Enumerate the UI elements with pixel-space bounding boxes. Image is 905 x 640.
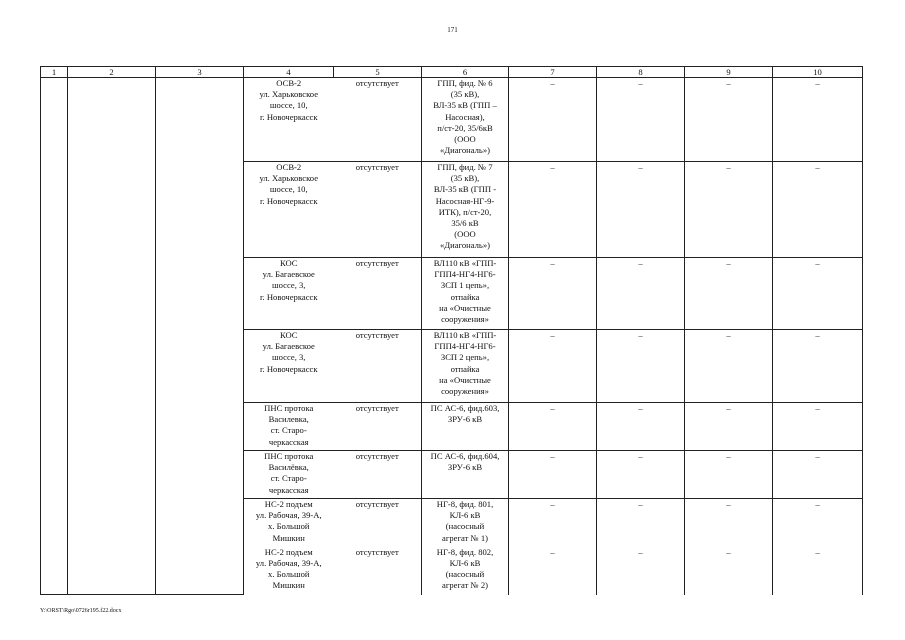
table-row <box>41 78 863 162</box>
header-row <box>41 67 863 78</box>
dash-cell: – <box>509 258 597 330</box>
source-cell: НГ-8, фид. 801, КЛ-6 кВ (насосный агрегат № 1) <box>422 499 509 547</box>
status-cell: отсутствует <box>334 258 422 330</box>
dash-cell: – <box>685 78 773 162</box>
source-cell: ПС АС-6, фид.604, ЗРУ-6 кВ <box>422 451 509 499</box>
source-cell: ВЛ110 кВ «ГПП- ГПП4-НГ4-НГ6- ЗСП 2 цепь», отпайка на «Очистные сооружения» <box>422 330 509 403</box>
dash-cell: – <box>597 499 685 547</box>
column-header: 3 <box>156 67 244 78</box>
dash-cell: – <box>597 330 685 403</box>
dash-cell: – <box>685 403 773 451</box>
status-cell: отсутствует <box>334 451 422 499</box>
status-cell: отсутствует <box>334 330 422 403</box>
source-cell: ГПП, фид. № 6 (35 кВ), ВЛ-35 кВ (ГПП – Насосная), п/ст-20, 35/6кВ (ООО «Диагональ») <box>422 78 509 162</box>
column-header: 9 <box>685 67 773 78</box>
dash-cell: – <box>773 78 863 162</box>
table-row <box>41 258 863 330</box>
dash-cell: – <box>685 258 773 330</box>
object-cell: ПНС протока Василёвка, ст. Старо- черкасская <box>244 451 334 499</box>
source-cell: ГПП, фид. № 7 (35 кВ), ВЛ-35 кВ (ГПП - Насосная-НГ-9- ИТК), п/ст-20, 35/6 кВ (ООО «Диагональ») <box>422 162 509 258</box>
footer-file-path: Y:\ORST\Rgo\0726r195.f22.docx <box>40 608 122 614</box>
dash-cell: – <box>509 451 597 499</box>
column-header: 2 <box>68 67 156 78</box>
page-number: 171 <box>447 26 458 34</box>
column-header: 8 <box>597 67 685 78</box>
dash-cell: – <box>773 547 863 595</box>
column-header: 7 <box>509 67 597 78</box>
object-cell: ОСВ-2 ул. Харьковское шоссе, 10, г. Новочеркасск <box>244 78 334 162</box>
dash-cell: – <box>685 162 773 258</box>
dash-cell: – <box>509 403 597 451</box>
dash-cell: – <box>509 499 597 547</box>
dash-cell: – <box>597 547 685 595</box>
table-row <box>41 330 863 403</box>
dash-cell: – <box>597 78 685 162</box>
dash-cell: – <box>685 547 773 595</box>
dash-cell: – <box>597 451 685 499</box>
object-cell: НС-2 подъем ул. Рабочая, 39-А, х. Большой Мишкин <box>244 547 334 595</box>
column-header: 4 <box>244 67 334 78</box>
dash-cell: – <box>773 162 863 258</box>
column-header: 1 <box>41 67 68 78</box>
dash-cell: – <box>597 403 685 451</box>
dash-cell: – <box>773 451 863 499</box>
data-table <box>40 66 863 595</box>
dash-cell: – <box>773 499 863 547</box>
table-row <box>41 162 863 258</box>
source-cell: НГ-8, фид. 802, КЛ-6 кВ (насосный агрегат № 2) <box>422 547 509 595</box>
column-header: 10 <box>773 67 863 78</box>
dash-cell: – <box>509 330 597 403</box>
column-header: 5 <box>334 67 422 78</box>
object-cell: КОС ул. Багаевское шоссе, 3, г. Новочеркасск <box>244 258 334 330</box>
dash-cell: – <box>509 162 597 258</box>
object-cell: ОСВ-2 ул. Харьковское шоссе, 10, г. Новочеркасск <box>244 162 334 258</box>
dash-cell: – <box>597 162 685 258</box>
table-row <box>41 403 863 451</box>
status-cell: отсутствует <box>355 546 399 557</box>
source-cell: ВЛ110 кВ «ГПП- ГПП4-НГ4-НГ6- ЗСП 1 цепь», отпайка на «Очистные сооружения» <box>422 258 509 330</box>
status-cell: отсутствует <box>334 78 422 162</box>
column-header: 6 <box>422 67 509 78</box>
dash-cell: – <box>597 258 685 330</box>
table-row <box>41 499 863 547</box>
dash-cell: – <box>773 403 863 451</box>
object-cell: КОС ул. Багаевское шоссе, 3, г. Новочеркасск <box>244 330 334 403</box>
table-row <box>41 451 863 499</box>
dash-cell: – <box>685 330 773 403</box>
status-cell: отсутствует <box>334 162 422 258</box>
object-cell: ПНС протока Василевка, ст. Старо- черкасская <box>244 403 334 451</box>
dash-cell: – <box>509 547 597 595</box>
dash-cell: – <box>685 499 773 547</box>
dash-cell: – <box>773 258 863 330</box>
dash-cell: – <box>773 330 863 403</box>
status-cell: отсутствует <box>355 499 399 509</box>
dash-cell: – <box>509 78 597 162</box>
status-cell: отсутствует <box>334 403 422 451</box>
table-row <box>41 547 863 595</box>
object-cell: НС-2 подъем ул. Рабочая, 39-А, х. Большой Мишкин <box>244 499 334 547</box>
source-cell: ПС АС-6, фид.603, ЗРУ-6 кВ <box>422 403 509 451</box>
dash-cell: – <box>685 451 773 499</box>
